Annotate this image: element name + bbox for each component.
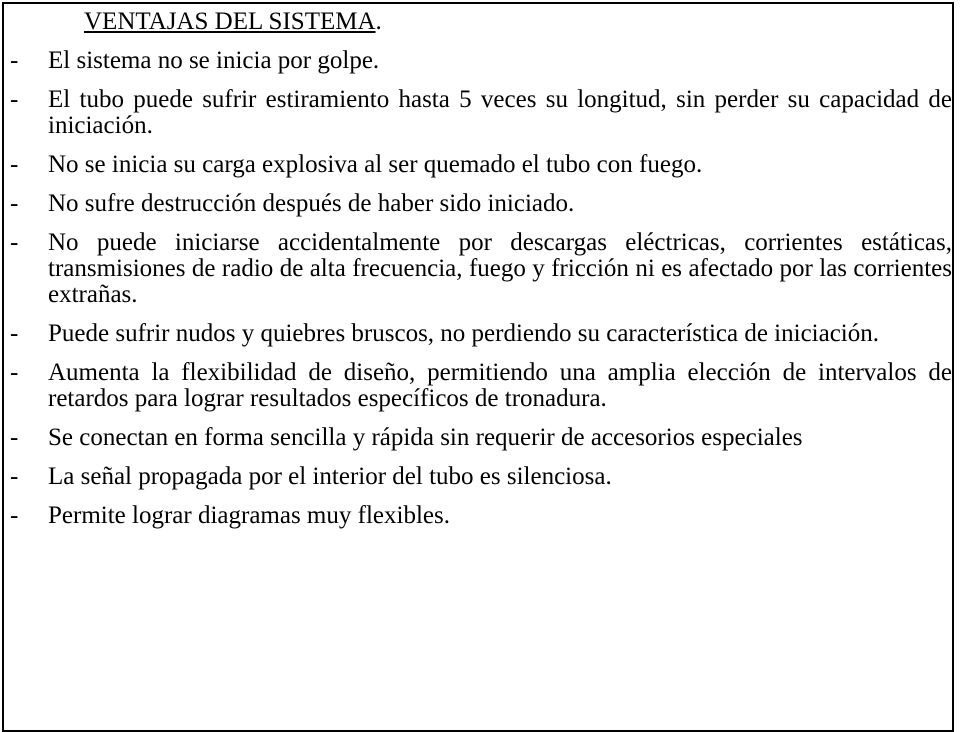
list-item: [10, 87, 954, 139]
list-item-text: No se inicia su carga explosiva al ser quemado el tubo con fuego.: [48, 151, 703, 178]
bullet-dash: -: [10, 229, 19, 256]
list-item-text: El sistema no se inicia por golpe.: [48, 47, 380, 74]
list-item-text: No puede iniciarse accidentalmente por descargas eléctricas, corrientes estáticas, transmisiones de radio de alta frecuencia, fuego y fricción ni es afectado por las corrientes extrañas.: [48, 229, 952, 308]
bullet-dash: -: [10, 502, 19, 529]
list-item: [10, 152, 954, 178]
advantages-list: [10, 48, 954, 529]
bullet-dash: -: [10, 320, 19, 347]
list-item: [10, 191, 954, 217]
list-item-text: Aumenta la flexibilidad de diseño, permitiendo una amplia elección de intervalos de retardos para lograr resultados específicos de tronadura.: [48, 359, 952, 412]
bullet-dash: -: [10, 86, 19, 113]
list-item: [10, 230, 954, 308]
bullet-dash: -: [10, 190, 19, 217]
list-item: [10, 48, 954, 74]
list-item: [10, 503, 954, 529]
slide-frame: [2, 2, 954, 732]
list-item-text: Puede sufrir nudos y quiebres bruscos, no perdiendo su característica de iniciación.: [48, 320, 879, 347]
list-item-text: El tubo puede sufrir estiramiento hasta 5 veces su longitud, sin perder su capacidad de iniciación.: [48, 86, 952, 139]
slide-content: [10, 8, 954, 542]
list-item-text: Permite lograr diagramas muy flexibles.: [48, 502, 450, 529]
bullet-dash: -: [10, 151, 19, 178]
list-item-text: No sufre destrucción después de haber sido iniciado.: [48, 190, 575, 217]
list-item-text: Se conectan en forma sencilla y rápida sin requerir de accesorios especiales: [48, 424, 803, 451]
list-item: [10, 464, 954, 490]
bullet-dash: -: [10, 463, 19, 490]
bullet-dash: -: [10, 47, 19, 74]
list-item: [10, 425, 954, 451]
slide-title: [10, 8, 954, 36]
list-item: [10, 321, 954, 347]
bullet-dash: -: [10, 359, 19, 386]
list-item: [10, 360, 954, 412]
title-text: VENTAJAS DEL SISTEMA: [84, 8, 376, 35]
title-period: .: [375, 8, 382, 35]
list-item-text: La señal propagada por el interior del tubo es silenciosa.: [48, 463, 612, 490]
bullet-dash: -: [10, 424, 19, 451]
